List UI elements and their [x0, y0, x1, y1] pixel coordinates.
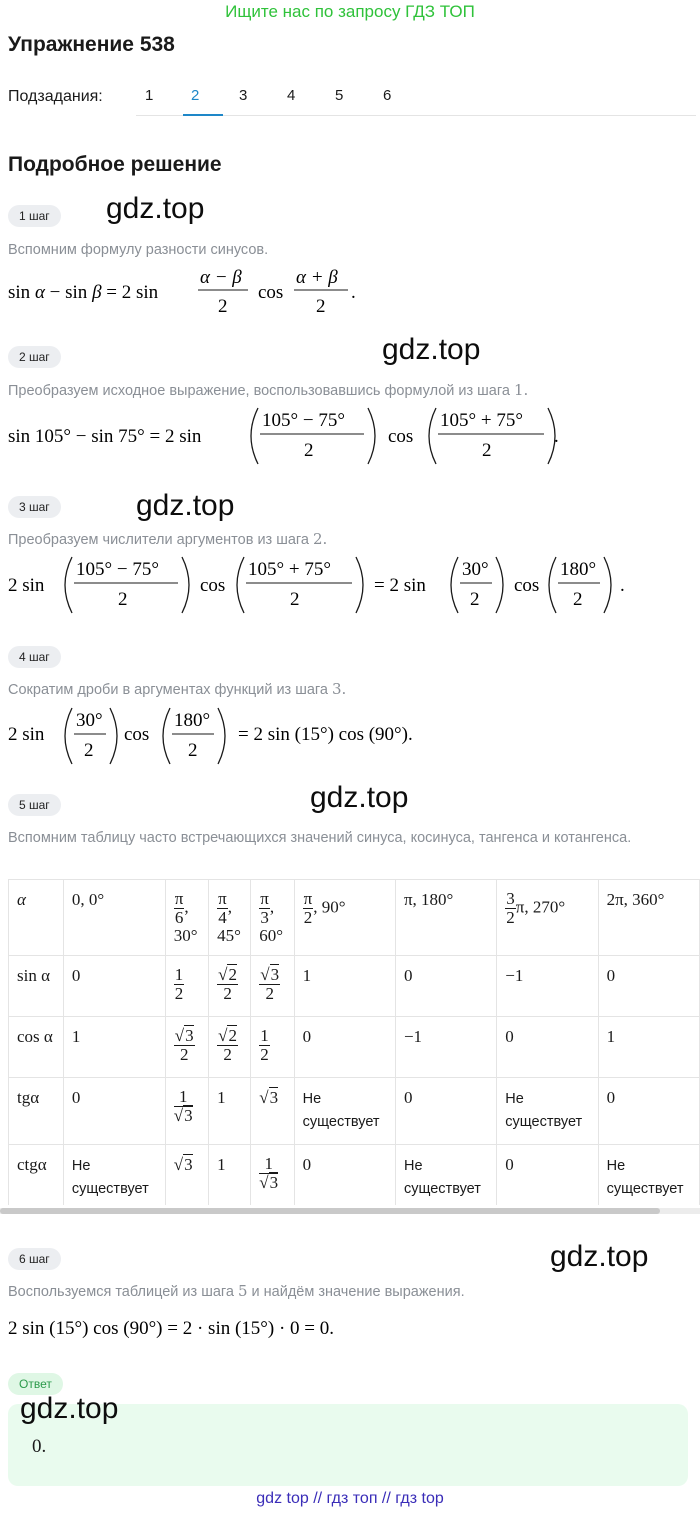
svg-text:= 2 sin (15°) cos (90°).: = 2 sin (15°) cos (90°).	[238, 724, 413, 745]
watermark: gdz.top	[382, 333, 481, 366]
table-cell: 0, 0°	[63, 880, 165, 956]
tab-1[interactable]: 1	[145, 87, 154, 104]
table-cell: 0	[294, 1145, 395, 1206]
step-6-badge: 6 шаг	[8, 1248, 61, 1270]
table-cell: −1	[497, 956, 598, 1017]
svg-text:2: 2	[573, 589, 583, 610]
table-row	[9, 1078, 700, 1145]
answer-badge: Ответ	[8, 1373, 63, 1395]
table-row	[9, 1145, 700, 1206]
table-cell: $\frac{1}{2}$	[165, 956, 208, 1017]
svg-text:.: .	[554, 426, 559, 447]
table-cell: 1	[294, 956, 395, 1017]
table-cell: 0	[598, 1078, 699, 1145]
svg-text:cos: cos	[124, 724, 150, 745]
svg-text:.: .	[620, 575, 625, 596]
table-cell: α	[9, 880, 64, 956]
table-cell: $\frac{√2}{2}$	[209, 956, 251, 1017]
formula-step-4	[8, 704, 468, 766]
svg-text:cos: cos	[258, 282, 284, 303]
trig-values-table[interactable]	[8, 879, 700, 1205]
table-cell: $\frac{√3}{2}$	[251, 956, 294, 1017]
svg-text:cos: cos	[388, 426, 414, 447]
svg-text:2: 2	[218, 296, 228, 317]
table-cell: $\frac{√2}{2}$	[209, 1017, 251, 1078]
svg-text:105° − 75°: 105° − 75°	[76, 559, 159, 580]
svg-text:sin α − sin β = 2 sin: sin α − sin β = 2 sin	[8, 282, 159, 303]
table-cell: Не существует	[63, 1145, 165, 1206]
table-cell: 0	[497, 1017, 598, 1078]
table-cell: cos α	[9, 1017, 64, 1078]
table-row	[9, 956, 700, 1017]
table-cell: $\frac{1}{√3}$	[165, 1078, 208, 1145]
table-cell: 1	[63, 1017, 165, 1078]
formula-step-6	[8, 1310, 428, 1344]
table-scrollbar-thumb[interactable]	[0, 1208, 660, 1214]
table-cell: Не существует	[598, 1145, 699, 1206]
table-cell: 0	[63, 1078, 165, 1145]
active-tab-indicator	[183, 114, 223, 116]
svg-text:2: 2	[118, 589, 128, 610]
step-4-text: Сократим дроби в аргументах функций из шага 3.	[8, 680, 347, 698]
svg-text:30°: 30°	[76, 710, 103, 731]
table-cell: 1	[209, 1145, 251, 1206]
svg-text:2: 2	[470, 589, 480, 610]
table-cell: $\frac{3}{2}$ π, 270°	[497, 880, 598, 956]
table-cell: $\frac{\pi}{4}$ , 45°	[209, 880, 251, 956]
svg-text:2: 2	[84, 740, 94, 761]
page-title: Упражнение 538	[8, 33, 175, 56]
svg-text:2: 2	[304, 440, 314, 461]
table-cell: 0	[598, 956, 699, 1017]
step-1-badge: 1 шаг	[8, 205, 61, 227]
table-cell: $\frac{\pi}{3}$ , 60°	[251, 880, 294, 956]
answer-value: 0.	[32, 1436, 47, 1457]
table-cell: $\frac{1}{2}$	[251, 1017, 294, 1078]
watermark: gdz.top	[136, 489, 235, 522]
watermark: gdz.top	[20, 1392, 119, 1425]
svg-text:cos: cos	[200, 575, 226, 596]
svg-text:30°: 30°	[462, 559, 489, 580]
table-cell: √3	[165, 1145, 208, 1206]
watermark: gdz.top	[106, 192, 205, 225]
table-row	[9, 1017, 700, 1078]
step-3-badge: 3 шаг	[8, 496, 61, 518]
svg-text:2: 2	[316, 296, 326, 317]
svg-text:cos: cos	[514, 575, 540, 596]
watermark: gdz.top	[310, 781, 409, 814]
table-cell: 0	[294, 1017, 395, 1078]
table-cell: $\frac{\pi}{2}$ , 90°	[294, 880, 395, 956]
table-cell: $\frac{√3}{2}$	[165, 1017, 208, 1078]
svg-text:α − β: α − β	[200, 267, 242, 288]
footer-links[interactable]: gdz top // гдз топ // гдз top	[256, 1490, 444, 1507]
svg-text:.: .	[351, 282, 356, 303]
table-cell: $\frac{\pi}{6}$ , 30°	[165, 880, 208, 956]
svg-text:2: 2	[188, 740, 198, 761]
table-cell: Не существует	[395, 1145, 496, 1206]
table-row	[9, 880, 700, 956]
tab-4[interactable]: 4	[287, 87, 296, 104]
step-6-text: Воспользуемся таблицей из шага 5 и найдём значение выражения.	[8, 1282, 465, 1300]
table-cell: 0	[63, 956, 165, 1017]
svg-text:2: 2	[482, 440, 492, 461]
table-cell: sin α	[9, 956, 64, 1017]
section-title: Подробное решение	[8, 153, 222, 176]
search-banner: Ищите нас по запросу ГДЗ ТОП	[225, 2, 475, 21]
subtasks-label: Подзадания:	[8, 88, 103, 105]
table-cell: Не существует	[294, 1078, 395, 1145]
formula-step-2	[8, 404, 608, 466]
svg-text:= 2 sin: = 2 sin	[374, 575, 426, 596]
table-cell: π, 180°	[395, 880, 496, 956]
svg-text:105° + 75°: 105° + 75°	[440, 410, 523, 431]
svg-text:α + β: α + β	[296, 267, 338, 288]
watermark: gdz.top	[550, 1240, 649, 1273]
svg-text:180°: 180°	[560, 559, 597, 580]
table-cell: tgα	[9, 1078, 64, 1145]
step-4-badge: 4 шаг	[8, 646, 61, 668]
table-cell: 1	[598, 1017, 699, 1078]
table-cell: 0	[497, 1145, 598, 1206]
table-cell: $\frac{1}{√3}$	[251, 1145, 294, 1206]
table-cell: 0	[395, 1078, 496, 1145]
table-cell: 2π, 360°	[598, 880, 699, 956]
table-cell: 0	[395, 956, 496, 1017]
svg-text:105° + 75°: 105° + 75°	[248, 559, 331, 580]
svg-text:180°: 180°	[174, 710, 211, 731]
step-5-badge: 5 шаг	[8, 794, 61, 816]
step-2-badge: 2 шаг	[8, 346, 61, 368]
table-cell: −1	[395, 1017, 496, 1078]
svg-text:sin 105° − sin 75° = 2 sin: sin 105° − sin 75° = 2 sin	[8, 426, 202, 447]
step-5-text: Вспомним таблицу часто встречающихся значений синуса, косинуса, тангенса и котангенса.	[8, 830, 632, 846]
formula-step-3	[8, 553, 668, 615]
tab-3[interactable]: 3	[239, 87, 248, 104]
svg-text:2 sin (15°) cos (90°) = 2 · si: 2 sin (15°) cos (90°) = 2 · sin (15°) · 0 = 0.	[8, 1318, 335, 1339]
table-cell: √3	[251, 1078, 294, 1145]
table-cell: Не существует	[497, 1078, 598, 1145]
svg-text:2: 2	[290, 589, 300, 610]
formula-sine-difference	[8, 262, 408, 318]
tab-2[interactable]: 2	[191, 87, 200, 104]
tab-6[interactable]: 6	[383, 87, 392, 104]
table-cell: 1	[209, 1078, 251, 1145]
svg-text:2 sin: 2 sin	[8, 724, 45, 745]
tab-5[interactable]: 5	[335, 87, 344, 104]
svg-text:105° − 75°: 105° − 75°	[262, 410, 345, 431]
step-1-text: Вспомним формулу разности синусов.	[8, 242, 269, 258]
svg-text:2 sin: 2 sin	[8, 575, 45, 596]
step-3-text: Преобразуем числители аргументов из шага 2.	[8, 530, 328, 548]
table-cell: ctgα	[9, 1145, 64, 1206]
step-2-text: Преобразуем исходное выражение, воспользовавшись формулой из шага 1.	[8, 381, 529, 399]
